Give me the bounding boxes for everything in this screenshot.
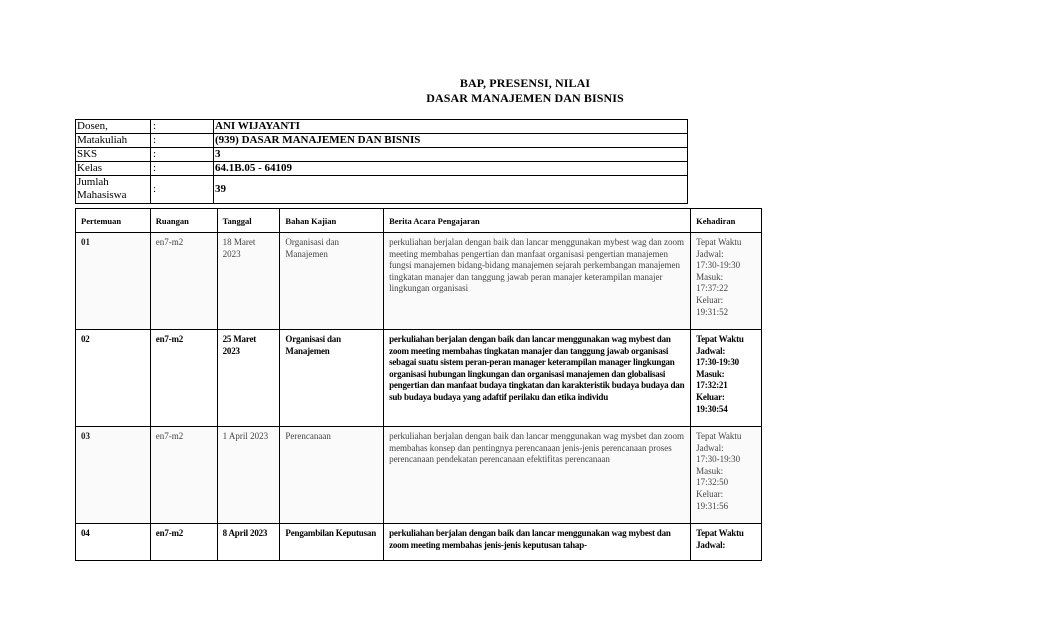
cell-bahan-kajian: Pengambilan Keputusan bbox=[280, 524, 384, 561]
cell-bahan-kajian: Organisasi dan Manajemen bbox=[280, 233, 384, 330]
info-label: Matakuliah bbox=[76, 134, 151, 148]
info-label: Kelas bbox=[76, 162, 151, 176]
header-tanggal: Tanggal bbox=[217, 209, 280, 233]
cell-ruangan: en7-m2 bbox=[150, 233, 217, 330]
cell-pertemuan: 03 bbox=[76, 427, 151, 524]
header-ruangan: Ruangan bbox=[150, 209, 217, 233]
info-separator: : bbox=[151, 162, 214, 176]
cell-tanggal: 25 Maret 2023 bbox=[217, 330, 280, 427]
table-header-row bbox=[76, 209, 762, 233]
meeting-report-table bbox=[75, 208, 762, 561]
header-pertemuan: Pertemuan bbox=[76, 209, 151, 233]
cell-kehadiran: Tepat Waktu Jadwal: bbox=[691, 524, 762, 561]
table-row bbox=[76, 427, 762, 524]
cell-tanggal: 1 April 2023 bbox=[217, 427, 280, 524]
cell-kehadiran: Tepat Waktu Jadwal: 17:30-19:30 Masuk: 17:32:21 Keluar: 19:30:54 bbox=[691, 330, 762, 427]
table-row bbox=[76, 330, 762, 427]
info-label: Dosen, bbox=[76, 120, 151, 134]
course-info-table bbox=[75, 119, 688, 204]
info-value: 3 bbox=[214, 148, 688, 162]
info-separator: : bbox=[151, 176, 214, 204]
table-row bbox=[76, 233, 762, 330]
cell-pertemuan: 04 bbox=[76, 524, 151, 561]
header-kehadiran: Kehadiran bbox=[691, 209, 762, 233]
cell-kehadiran: Tepat Waktu Jadwal: 17:30-19:30 Masuk: 17:32:50 Keluar: 19:31:56 bbox=[691, 427, 762, 524]
info-value: 64.1B.05 - 64109 bbox=[214, 162, 688, 176]
cell-berita-acara: perkuliahan berjalan dengan baik dan lancar menggunakan mybest wag dan zoom meeting membahas pengertian dan manfaat organisasi pengertian manajemen fungsi manajemen bidang-bidang manajemen sejarah perkembangan manajemen tingkatan manajer dan tanggung jawab peran manajer keterampilan manajer lingkungan organisasi bbox=[384, 233, 691, 330]
info-row-sks bbox=[76, 148, 688, 162]
info-value: ANI WIJAYANTI bbox=[214, 120, 688, 134]
document-subtitle: DASAR MANAJEMEN DAN BISNIS bbox=[426, 91, 624, 105]
info-row-dosen bbox=[76, 120, 688, 134]
cell-tanggal: 8 April 2023 bbox=[217, 524, 280, 561]
info-separator: : bbox=[151, 148, 214, 162]
info-value: 39 bbox=[214, 176, 688, 204]
cell-kehadiran: Tepat Waktu Jadwal: 17:30-19:30 Masuk: 17:37:22 Keluar: 19:31:52 bbox=[691, 233, 762, 330]
info-label: Jumlah Mahasiswa bbox=[76, 176, 151, 204]
document-title: BAP, PRESENSI, NILAI bbox=[459, 76, 591, 90]
info-value: (939) DASAR MANAJEMEN DAN BISNIS bbox=[214, 134, 688, 148]
header-bahan-kajian: Bahan Kajian bbox=[280, 209, 384, 233]
cell-pertemuan: 02 bbox=[76, 330, 151, 427]
cell-berita-acara: perkuliahan berjalan dengan baik dan lancar menggunakan wag mybest dan zoom meeting membahas jenis-jenis keputusan tahap- bbox=[384, 524, 691, 561]
cell-berita-acara: perkuliahan berjalan dengan baik dan lancar menggunakan wag mybest dan zoom meeting membahas tingkatan manajer dan tanggung jawab organisasi sebagai suatu sistem peran-peran manager keterampilan manager lingkungan organisasi hubungan lingkungan dan organisasi manajemen dan globalisasi pengertian dan manfaat budaya tingkatan dan karakteristik budaya budaya dan sub budaya budaya yang adaftif perilaku dan etika individu bbox=[384, 330, 691, 427]
info-row-matakuliah bbox=[76, 134, 688, 148]
cell-ruangan: en7-m2 bbox=[150, 427, 217, 524]
cell-bahan-kajian: Perencanaan bbox=[280, 427, 384, 524]
cell-ruangan: en7-m2 bbox=[150, 524, 217, 561]
table-row bbox=[76, 524, 762, 561]
cell-ruangan: en7-m2 bbox=[150, 330, 217, 427]
info-row-jumlah bbox=[76, 176, 688, 204]
cell-bahan-kajian: Organisasi dan Manajemen bbox=[280, 330, 384, 427]
info-separator: : bbox=[151, 120, 214, 134]
info-separator: : bbox=[151, 134, 214, 148]
header-berita-acara: Berita Acara Pengajaran bbox=[384, 209, 691, 233]
info-row-kelas bbox=[76, 162, 688, 176]
cell-tanggal: 18 Maret 2023 bbox=[217, 233, 280, 330]
cell-berita-acara: perkuliahan berjalan dengan baik dan lancar menggunakan wag mysbet dan zoom membahas konsep dan pentingnya perencanaan jenis-jenis perencanaan proses perencanaan pendekatan perencanaan efektifitas perencanaan bbox=[384, 427, 691, 524]
info-label: SKS bbox=[76, 148, 151, 162]
cell-pertemuan: 01 bbox=[76, 233, 151, 330]
